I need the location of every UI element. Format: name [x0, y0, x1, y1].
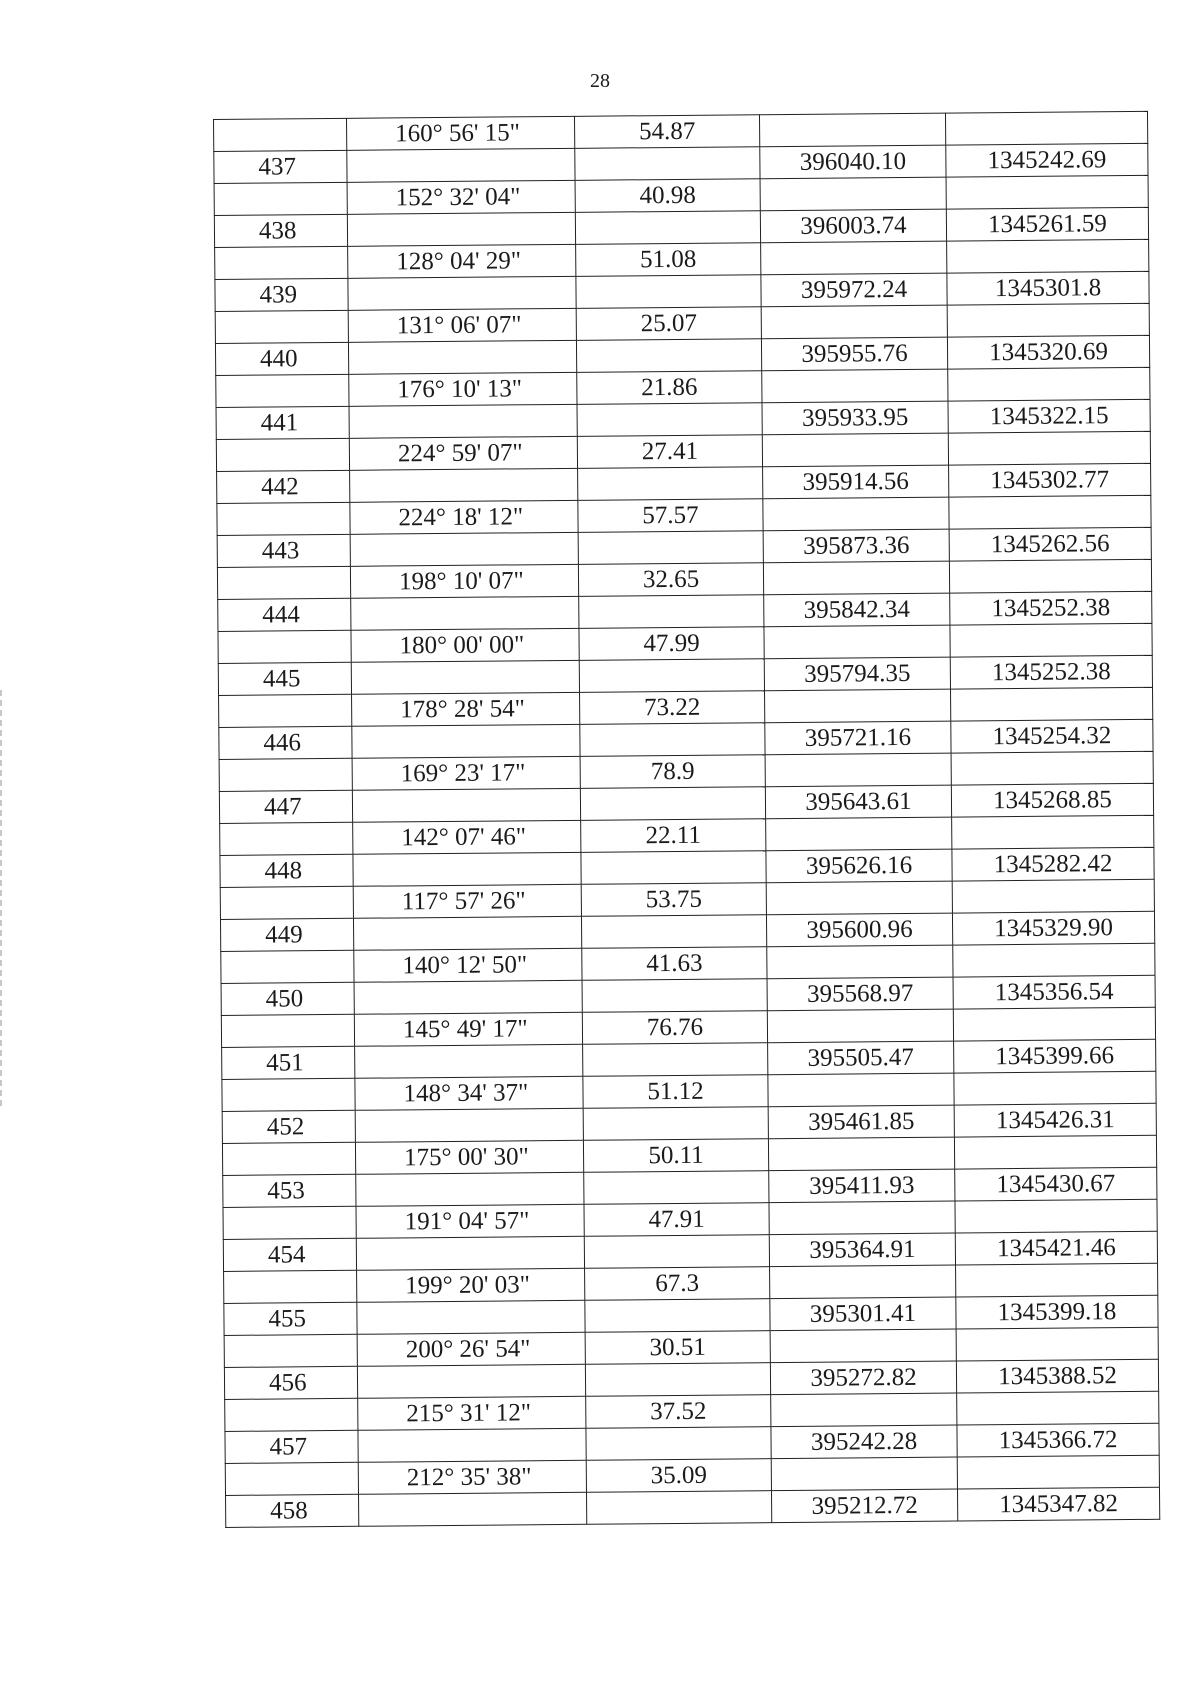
point-id-cell: 458	[226, 1494, 359, 1527]
northing-cell	[763, 561, 949, 595]
point-id-cell: 449	[220, 918, 353, 951]
point-cell	[214, 118, 347, 151]
point-id-cell: 453	[223, 1174, 356, 1207]
easting-cell: 1345366.72	[957, 1423, 1159, 1457]
distance-cell	[584, 1235, 769, 1269]
point-cell	[221, 950, 354, 983]
point-cell	[217, 566, 350, 599]
bearing-cell	[350, 532, 578, 566]
northing-cell: 395600.96	[766, 913, 952, 947]
bearing-cell: 224° 59' 07"	[349, 436, 577, 470]
point-id-cell: 444	[218, 598, 351, 631]
easting-cell	[949, 495, 1151, 529]
bearing-cell: 199° 20' 03"	[357, 1268, 585, 1302]
easting-cell	[953, 1007, 1155, 1041]
northing-cell: 395933.95	[762, 401, 948, 435]
bearing-cell	[357, 1300, 585, 1334]
easting-cell	[957, 1391, 1159, 1425]
distance-cell: 41.63	[582, 947, 767, 981]
distance-cell: 32.65	[578, 563, 763, 597]
northing-cell	[763, 497, 949, 531]
distance-cell: 25.07	[576, 307, 761, 341]
point-cell	[224, 1334, 357, 1367]
distance-cell	[575, 211, 760, 245]
bearing-cell: 180° 00' 00"	[351, 628, 579, 662]
easting-cell: 1345302.77	[949, 463, 1151, 497]
easting-cell: 1345426.31	[954, 1103, 1156, 1137]
scan-margin-mark	[0, 690, 2, 1110]
distance-cell: 47.91	[584, 1203, 769, 1237]
point-cell	[215, 310, 348, 343]
easting-cell: 1345242.69	[946, 143, 1148, 177]
northing-cell: 395626.16	[766, 849, 952, 883]
northing-cell: 395794.35	[764, 657, 950, 691]
distance-cell	[580, 787, 765, 821]
easting-cell: 1345399.18	[956, 1295, 1158, 1329]
distance-cell: 53.75	[581, 883, 766, 917]
point-id-cell: 457	[225, 1430, 358, 1463]
easting-cell: 1345252.38	[950, 655, 1152, 689]
point-cell	[225, 1398, 358, 1431]
northing-cell: 395272.82	[770, 1361, 956, 1395]
northing-cell: 396040.10	[760, 145, 946, 179]
bearing-cell: 145° 49' 17"	[354, 1012, 582, 1046]
easting-cell	[951, 687, 1153, 721]
distance-cell	[583, 1043, 768, 1077]
bearing-cell: 142° 07' 46"	[353, 820, 581, 854]
bearing-cell	[353, 916, 581, 950]
distance-cell: 50.11	[583, 1139, 768, 1173]
distance-cell: 27.41	[577, 435, 762, 469]
northing-cell	[765, 689, 951, 723]
distance-cell: 76.76	[582, 1011, 767, 1045]
distance-cell	[578, 467, 763, 501]
easting-cell: 1345262.56	[949, 527, 1151, 561]
northing-cell	[771, 1457, 957, 1491]
easting-cell	[948, 431, 1150, 465]
distance-cell	[577, 403, 762, 437]
bearing-cell	[350, 468, 578, 502]
easting-cell: 1345329.90	[952, 911, 1154, 945]
easting-cell	[949, 559, 1151, 593]
northing-cell: 395955.76	[761, 337, 947, 371]
distance-cell	[581, 915, 766, 949]
easting-cell	[957, 1455, 1159, 1489]
northing-cell: 395212.72	[771, 1489, 957, 1523]
northing-cell: 395461.85	[768, 1105, 954, 1139]
point-id-cell: 443	[217, 534, 350, 567]
easting-cell	[954, 1135, 1156, 1169]
table-body	[214, 111, 1160, 1527]
easting-cell	[953, 943, 1155, 977]
bearing-cell: 175° 00' 30"	[355, 1140, 583, 1174]
easting-cell: 1345252.38	[950, 591, 1152, 625]
easting-cell	[947, 239, 1149, 273]
bearing-cell: 117° 57' 26"	[353, 884, 581, 918]
distance-cell: 78.9	[580, 755, 765, 789]
bearing-cell: 198° 10' 07"	[350, 564, 578, 598]
point-cell	[214, 182, 347, 215]
point-id-cell: 450	[221, 982, 354, 1015]
easting-cell	[948, 367, 1150, 401]
point-id-cell: 455	[224, 1302, 357, 1335]
point-id-cell: 438	[214, 214, 347, 247]
easting-cell: 1345322.15	[948, 399, 1150, 433]
bearing-cell	[355, 1108, 583, 1142]
point-cell	[223, 1206, 356, 1239]
easting-cell	[956, 1263, 1158, 1297]
northing-cell	[766, 817, 952, 851]
northing-cell	[769, 1201, 955, 1235]
bearing-cell: 131° 06' 07"	[348, 308, 576, 342]
point-id-cell: 451	[222, 1046, 355, 1079]
bearing-cell	[359, 1492, 587, 1526]
distance-cell	[579, 659, 764, 693]
easting-cell: 1345421.46	[955, 1231, 1157, 1265]
point-cell	[215, 246, 348, 279]
point-id-cell: 439	[215, 278, 348, 311]
bearing-cell: 212° 35' 38"	[358, 1460, 586, 1494]
point-cell	[224, 1270, 357, 1303]
bearing-cell	[356, 1172, 584, 1206]
northing-cell: 395972.24	[761, 273, 947, 307]
bearing-cell	[351, 596, 579, 630]
easting-cell	[956, 1327, 1158, 1361]
northing-cell: 395842.34	[764, 593, 950, 627]
distance-cell	[576, 275, 761, 309]
easting-cell: 1345301.8	[947, 271, 1149, 305]
bearing-cell	[355, 1044, 583, 1078]
easting-cell	[945, 111, 1147, 145]
point-cell	[216, 374, 349, 407]
distance-cell	[578, 531, 763, 565]
point-cell	[220, 886, 353, 919]
distance-cell: 35.09	[586, 1459, 771, 1493]
northing-cell	[768, 1073, 954, 1107]
northing-cell: 396003.74	[760, 209, 946, 243]
page-number: 28	[590, 70, 610, 92]
easting-cell	[946, 175, 1148, 209]
distance-cell: 47.99	[579, 627, 764, 661]
distance-cell	[575, 147, 760, 181]
bearing-cell: 200° 26' 54"	[357, 1332, 585, 1366]
distance-cell	[583, 1107, 768, 1141]
northing-cell	[765, 753, 951, 787]
bearing-cell: 148° 34' 37"	[355, 1076, 583, 1110]
easting-cell	[955, 1199, 1157, 1233]
point-id-cell: 441	[216, 406, 349, 439]
northing-cell	[762, 433, 948, 467]
distance-cell	[580, 723, 765, 757]
distance-cell	[576, 339, 761, 373]
bearing-cell	[357, 1364, 585, 1398]
bearing-cell: 224° 18' 12"	[350, 500, 578, 534]
point-cell	[225, 1462, 358, 1495]
easting-cell: 1345320.69	[947, 335, 1149, 369]
distance-cell	[581, 851, 766, 885]
point-cell	[216, 438, 349, 471]
point-cell	[217, 502, 350, 535]
distance-cell: 73.22	[580, 691, 765, 725]
northing-cell	[759, 113, 945, 147]
northing-cell: 395568.97	[767, 977, 953, 1011]
northing-cell	[762, 369, 948, 403]
distance-cell	[585, 1299, 770, 1333]
point-cell	[222, 1142, 355, 1175]
northing-cell	[771, 1393, 957, 1427]
bearing-cell: 169° 23' 17"	[352, 756, 580, 790]
easting-cell: 1345356.54	[953, 975, 1155, 1009]
bearing-cell: 140° 12' 50"	[354, 948, 582, 982]
distance-cell	[586, 1427, 771, 1461]
distance-cell: 22.11	[581, 819, 766, 853]
easting-cell	[952, 879, 1154, 913]
point-id-cell: 442	[217, 470, 350, 503]
bearing-cell	[358, 1428, 586, 1462]
northing-cell	[770, 1329, 956, 1363]
distance-cell: 40.98	[575, 179, 760, 213]
bearing-cell: 152° 32' 04"	[347, 180, 575, 214]
bearing-cell	[347, 212, 575, 246]
northing-cell: 395364.91	[769, 1233, 955, 1267]
bearing-cell	[356, 1236, 584, 1270]
distance-cell: 37.52	[586, 1395, 771, 1429]
northing-cell	[760, 177, 946, 211]
northing-cell	[770, 1265, 956, 1299]
easting-cell	[947, 303, 1149, 337]
distance-cell: 30.51	[585, 1331, 770, 1365]
point-id-cell: 447	[219, 790, 352, 823]
distance-cell: 21.86	[577, 371, 762, 405]
point-cell	[219, 694, 352, 727]
northing-cell: 395721.16	[765, 721, 951, 755]
distance-cell: 51.08	[576, 243, 761, 277]
bearing-cell: 191° 04' 57"	[356, 1204, 584, 1238]
point-id-cell: 448	[220, 854, 353, 887]
northing-cell	[761, 305, 947, 339]
easting-cell: 1345261.59	[946, 207, 1148, 241]
easting-cell	[951, 751, 1153, 785]
northing-cell: 395914.56	[763, 465, 949, 499]
distance-cell	[584, 1171, 769, 1205]
northing-cell	[764, 625, 950, 659]
bearing-cell: 160° 56' 15"	[346, 116, 574, 150]
easting-cell: 1345388.52	[956, 1359, 1158, 1393]
easting-cell: 1345282.42	[952, 847, 1154, 881]
easting-cell	[950, 623, 1152, 657]
easting-cell: 1345430.67	[955, 1167, 1157, 1201]
distance-cell: 57.57	[578, 499, 763, 533]
bearing-cell	[348, 340, 576, 374]
northing-cell: 395301.41	[770, 1297, 956, 1331]
easting-cell	[954, 1071, 1156, 1105]
point-cell	[218, 630, 351, 663]
distance-cell	[586, 1491, 771, 1525]
point-id-cell: 454	[223, 1238, 356, 1271]
point-cell	[221, 1014, 354, 1047]
bearing-cell	[351, 660, 579, 694]
easting-cell: 1345268.85	[951, 783, 1153, 817]
bearing-cell: 178° 28' 54"	[352, 692, 580, 726]
easting-cell: 1345254.32	[951, 719, 1153, 753]
northing-cell	[767, 1009, 953, 1043]
distance-cell: 67.3	[585, 1267, 770, 1301]
easting-cell	[952, 815, 1154, 849]
bearing-cell: 215° 31' 12"	[358, 1396, 586, 1430]
distance-cell: 51.12	[583, 1075, 768, 1109]
bearing-cell	[352, 788, 580, 822]
bearing-cell	[354, 980, 582, 1014]
northing-cell: 395643.61	[765, 785, 951, 819]
bearing-cell	[352, 724, 580, 758]
northing-cell	[767, 945, 953, 979]
bearing-cell	[353, 852, 581, 886]
point-id-cell: 437	[214, 150, 347, 183]
point-id-cell: 452	[222, 1110, 355, 1143]
easting-cell: 1345347.82	[957, 1487, 1159, 1521]
northing-cell: 395411.93	[769, 1169, 955, 1203]
point-id-cell: 446	[219, 726, 352, 759]
point-cell	[220, 822, 353, 855]
table-row-point	[226, 1487, 1160, 1527]
distance-cell	[585, 1363, 770, 1397]
point-cell	[222, 1078, 355, 1111]
northing-cell: 395242.28	[771, 1425, 957, 1459]
easting-cell: 1345399.66	[954, 1039, 1156, 1073]
northing-cell: 395873.36	[763, 529, 949, 563]
point-id-cell: 440	[215, 342, 348, 375]
point-id-cell: 456	[224, 1366, 357, 1399]
distance-cell	[582, 979, 767, 1013]
distance-cell	[579, 595, 764, 629]
bearing-cell: 128° 04' 29"	[348, 244, 576, 278]
bearing-cell: 176° 10' 13"	[349, 372, 577, 406]
northing-cell	[761, 241, 947, 275]
distance-cell: 54.87	[574, 115, 759, 149]
bearing-cell	[348, 276, 576, 310]
bearing-cell	[349, 404, 577, 438]
point-id-cell: 445	[218, 662, 351, 695]
northing-cell: 395505.47	[768, 1041, 954, 1075]
point-cell	[219, 758, 352, 791]
bearing-cell	[347, 148, 575, 182]
northing-cell	[766, 881, 952, 915]
northing-cell	[768, 1137, 954, 1171]
survey-coordinates-table	[213, 111, 1160, 1528]
